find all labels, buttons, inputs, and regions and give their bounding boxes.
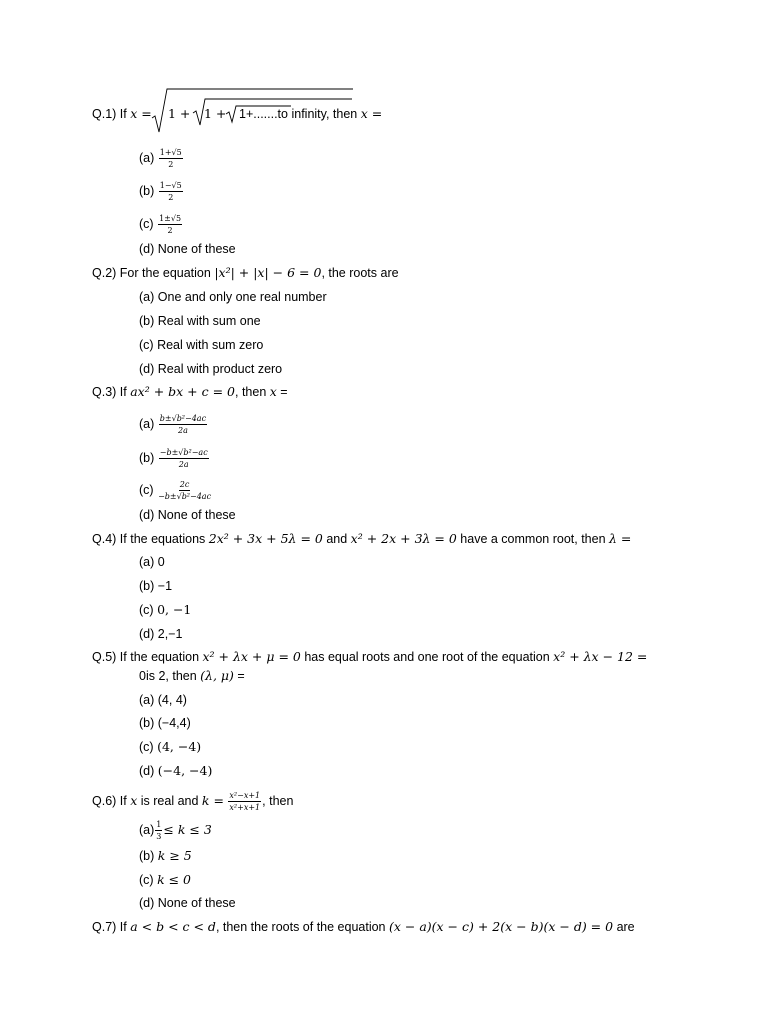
q1-radicand-3: 1+.......to infinity, then x = [239, 106, 383, 121]
q2-option-c[interactable]: (c) Real with sum zero [139, 338, 264, 352]
fraction: $\frac{\text{x²−x+1}}{\text{x²+x+1}}$ [229, 791, 261, 812]
q4-stem: Q.4) If the equations 2x² + 3x + 5λ = 0 and x² + 2x + 3λ = 0 have a common root, then λ = [92, 531, 632, 546]
fraction: $\frac{1\pm√5}{2}$ [159, 214, 182, 235]
q5-option-c[interactable]: (c) (4, −4) [139, 739, 202, 754]
q2-option-a[interactable]: (a) One and only one real number [139, 290, 327, 304]
q4-option-c[interactable]: (c) 0, −1 [139, 602, 192, 617]
fraction: $\frac{\text{b±√b²−4ac}}{2a}$ [159, 414, 207, 435]
q1-label: Q.1) [92, 107, 117, 121]
q2-stem: Q.2) For the equation |x²| + |x| − 6 = 0, the roots are [92, 265, 399, 280]
q3-option-c[interactable]: (c) $\frac{2c}{\text{−b±√b²−4ac}}$ [139, 480, 212, 501]
q5-option-a[interactable]: (a) (4, 4) [139, 693, 187, 707]
q1-option-d[interactable]: (d) None of these [139, 242, 236, 256]
fraction: $\frac{\text{−b±√b²−ac}}{2a}$ [159, 448, 208, 469]
q5-stem: Q.5) If the equation x² + λx + μ = 0 has equal roots and one root of the equation x² + λx − 12 = [92, 649, 648, 664]
q4-option-a[interactable]: (a) 0 [139, 555, 165, 569]
fraction: $\frac{2c}{\text{−b±√b²−4ac}}$ [158, 480, 212, 501]
q3-stem: Q.3) If ax² + bx + c = 0, then x = [92, 384, 288, 399]
q6-option-a[interactable]: (a) $\frac{1}{3}$ ≤ k ≤ 3 [139, 820, 212, 841]
q1-stem: Q.1) If x = [92, 106, 152, 121]
q2-option-d[interactable]: (d) Real with product zero [139, 362, 283, 376]
q3-option-a[interactable]: (a) $\frac{\text{b±√b²−4ac}}{2a}$ [139, 414, 207, 435]
q4-option-b[interactable]: (b) −1 [139, 579, 173, 593]
q3-option-b[interactable]: (b) $\frac{\text{−b±√b²−ac}}{2a}$ [139, 448, 208, 469]
q4-option-d[interactable]: (d) 2,−1 [139, 627, 183, 641]
q1-radicand: 1 + [168, 106, 191, 121]
q6-option-b[interactable]: (b) k ≥ 5 [139, 848, 192, 863]
q1-radicand-2: 1 + [204, 106, 227, 121]
q5-option-b[interactable]: (b) (−4,4) [139, 716, 191, 730]
q3-option-d[interactable]: (d) None of these [139, 508, 236, 522]
q1-option-b[interactable]: (b) $\frac{1-√5}{2}$ [139, 181, 182, 202]
fraction: $\frac{1-√5}{2}$ [159, 181, 182, 202]
q6-option-c[interactable]: (c) k ≤ 0 [139, 872, 192, 887]
q5-stem-line2: 0is 2, then (λ, μ) = [139, 668, 245, 683]
q2-option-b[interactable]: (b) Real with sum one [139, 314, 261, 328]
fraction: $\frac{1+√5}{2}$ [159, 148, 182, 169]
q6-option-d[interactable]: (d) None of these [139, 896, 236, 910]
q1-option-a[interactable]: (a) $\frac{1+√5}{2}$ [139, 148, 182, 169]
q7-stem: Q.7) If a < b < c < d, then the roots of the equation (x − a)(x − c) + 2(x − b)(x − d) = 0 are [92, 919, 635, 934]
q1-option-c[interactable]: (c) $\frac{1\pm√5}{2}$ [139, 214, 182, 235]
q5-option-d[interactable]: (d) (−4, −4) [139, 763, 213, 778]
q6-stem: Q.6) If x is real and k = $\frac{\text{x²−x+1}}{\text{x²+x+1}}$ , then [92, 791, 294, 812]
fraction: $\frac{1}{3}$ [156, 820, 162, 841]
